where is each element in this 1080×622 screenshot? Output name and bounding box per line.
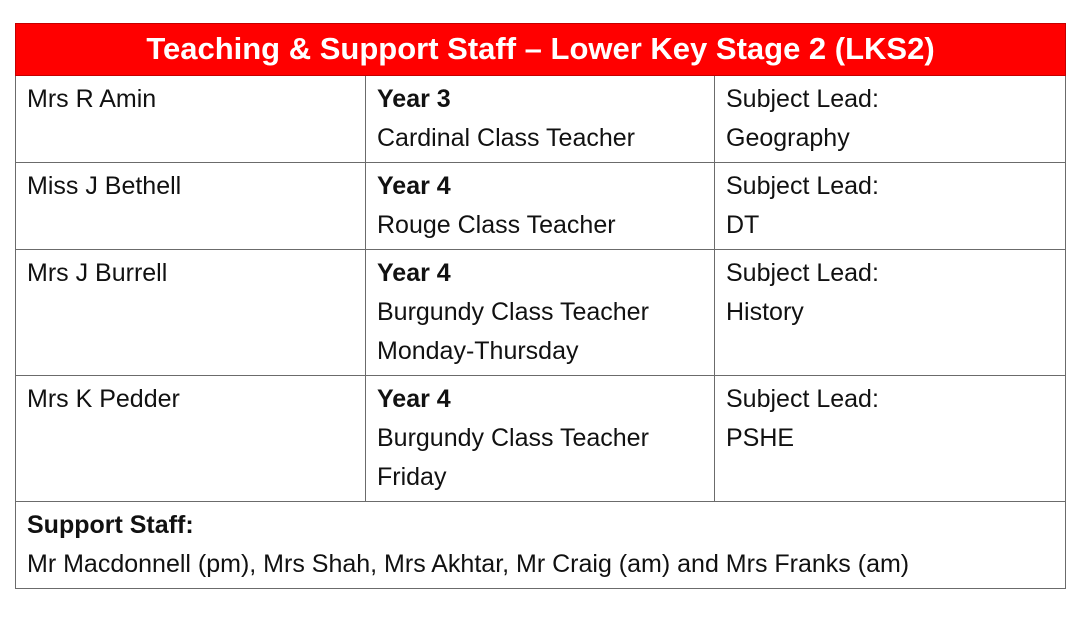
- support-staff-heading: Support Staff:: [27, 511, 194, 539]
- working-days: Monday-Thursday: [377, 337, 579, 365]
- subject-lead-cell: [715, 163, 1066, 250]
- title-row: [16, 24, 1066, 76]
- year-group: Year 4: [377, 172, 451, 200]
- staff-role-cell: [366, 76, 715, 163]
- year-group: Year 4: [377, 259, 451, 287]
- staff-row: [16, 376, 1066, 502]
- subject-name: History: [726, 298, 804, 326]
- staff-name: Miss J Bethell: [16, 163, 366, 250]
- class-role: Burgundy Class Teacher: [377, 424, 649, 452]
- class-role: Burgundy Class Teacher: [377, 298, 649, 326]
- staff-name: Mrs K Pedder: [16, 376, 366, 502]
- staff-name: Mrs R Amin: [16, 76, 366, 163]
- subject-lead-cell: [715, 376, 1066, 502]
- subject-lead-label: Subject Lead:: [726, 85, 879, 113]
- staff-role-cell: [366, 250, 715, 376]
- table-title: Teaching & Support Staff – Lower Key Stage 2 (LKS2): [16, 24, 1066, 76]
- subject-lead-label: Subject Lead:: [726, 385, 879, 413]
- staff-name: Mrs J Burrell: [16, 250, 366, 376]
- support-staff-row: [16, 502, 1066, 589]
- support-staff-cell: [16, 502, 1066, 589]
- staff-row: [16, 163, 1066, 250]
- subject-lead-label: Subject Lead:: [726, 259, 879, 287]
- support-staff-names: Mr Macdonnell (pm), Mrs Shah, Mrs Akhtar, Mr Craig (am) and Mrs Franks (am): [27, 550, 910, 578]
- subject-lead-label: Subject Lead:: [726, 172, 879, 200]
- staff-row: [16, 250, 1066, 376]
- year-group: Year 3: [377, 85, 451, 113]
- staff-row: [16, 76, 1066, 163]
- working-days: Friday: [377, 463, 447, 491]
- class-role: Rouge Class Teacher: [377, 211, 616, 239]
- subject-lead-cell: [715, 250, 1066, 376]
- year-group: Year 4: [377, 385, 451, 413]
- class-role: Cardinal Class Teacher: [377, 124, 635, 152]
- staff-role-cell: [366, 163, 715, 250]
- staff-role-cell: [366, 376, 715, 502]
- staff-table: [15, 23, 1066, 589]
- subject-name: DT: [726, 211, 760, 239]
- subject-name: PSHE: [726, 424, 795, 452]
- subject-lead-cell: [715, 76, 1066, 163]
- subject-name: Geography: [726, 124, 850, 152]
